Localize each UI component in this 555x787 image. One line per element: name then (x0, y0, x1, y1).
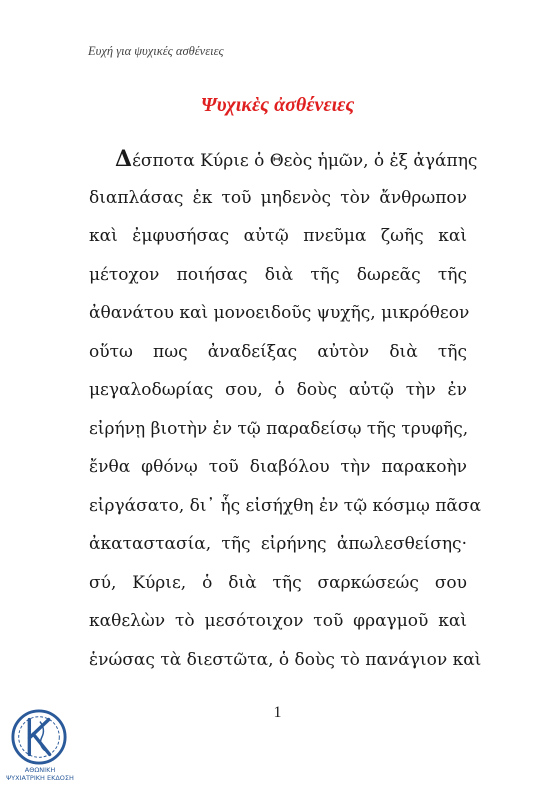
prayer-text (89, 140, 482, 679)
text-line: μέτοχον ποιήσας διὰ τῆς δωρεᾶς τῆς (89, 264, 467, 285)
page-title: Ψυχικὲς ἀσθένειες (200, 94, 355, 116)
page-number: 1 (273, 704, 282, 721)
text-line: εἰρήνῃ βιοτὴν ἐν τῷ παραδείσῳ τῆς τρυφῆς, (89, 418, 469, 439)
text-line: εἰργάσατο, δι᾽ ἧς εἰσήχθη ἐν τῷ κόσμῳ πᾶσα (89, 495, 481, 516)
publisher-logo-icon (10, 708, 68, 766)
text-line: καὶ ἐμφυσήσας αὐτῷ πνεῦμα ζωῆς καὶ (89, 226, 467, 246)
logo-caption-line: ΨΥΧΙΑΤΡΙΚΗ ΕΚΔΟΣΗ (6, 774, 74, 782)
text-line: ἀκαταστασία, τῆς εἰρήνης ἀπωλεσθείσης· (89, 534, 467, 554)
text-line (89, 140, 478, 179)
text-line: καθελὼν τὸ μεσότοιχον τοῦ φραγμοῦ καὶ (89, 611, 467, 631)
text-line: ἀθανάτου καὶ μονοειδοῦς ψυχῆς, μικρόθεον (89, 303, 470, 323)
text-line: σύ, Κύριε, ὁ διὰ τῆς σαρκώσεώς σου (89, 572, 467, 593)
text-line: μεγαλοδωρίας σου, ὁ δοὺς αὐτῷ τὴν ἐν (89, 380, 467, 400)
logo-caption (4, 766, 76, 782)
drop-cap: Δ (115, 146, 133, 172)
text-line: διαπλάσας ἐκ τοῦ μηδενὸς τὸν ἄνθρωπον (89, 187, 467, 208)
first-line-text: έσποτα Κύριε ὁ Θεὸς ἡμῶν, ὁ ἐξ ἀγάπης (132, 151, 478, 171)
logo-caption-line: ΑΘΩΝΙΚΗ (24, 766, 56, 774)
running-header: Ευχή για ψυχικές ασθένειες (88, 44, 224, 58)
text-line: ἑνώσας τὰ διεστῶτα, ὁ δοὺς τὸ πανάγιον καὶ (89, 649, 482, 670)
text-line: οὕτω πως ἀναδείξας αὐτὸν διὰ τῆς (89, 341, 467, 362)
text-line: ἔνθα φθόνῳ τοῦ διαβόλου τὴν παρακοὴν (89, 457, 467, 477)
